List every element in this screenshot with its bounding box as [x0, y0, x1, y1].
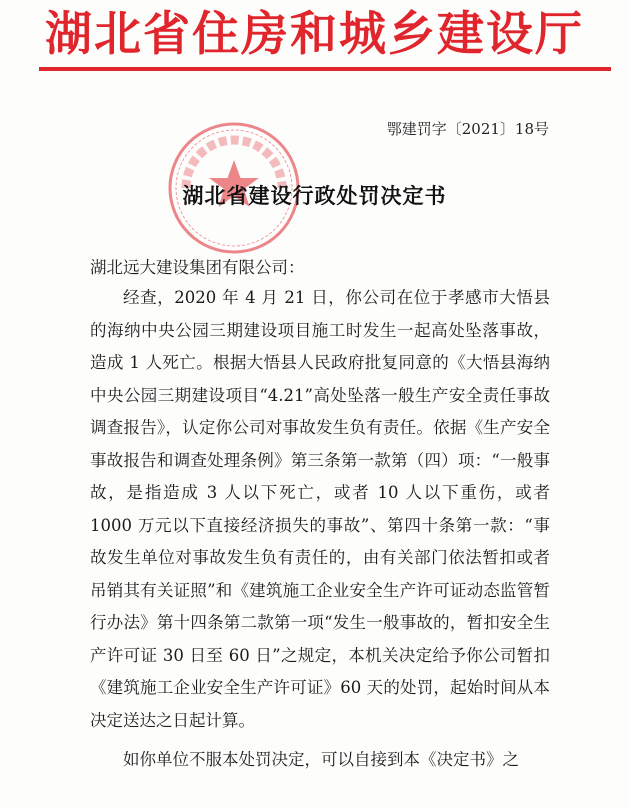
- letterhead-title: 湖北省住房和城乡建设厅: [45, 7, 584, 62]
- body-paragraph-2: 如你单位不服本处罚决定，可以自接到本《决定书》之: [123, 750, 519, 769]
- document-title: 湖北省建设行政处罚决定书: [182, 183, 447, 208]
- document-number: 鄂建罚字〔2021〕18号: [386, 120, 549, 138]
- addressee: 湖北远大建设集团有限公司：: [90, 258, 305, 277]
- body-paragraph-1: 经查，2020 年 4 月 21 日，你公司在位于孝感市大悟县的海纳中央公园三期建设项目施工时发生一起高处坠落事故，造成 1 人死亡。根据大悟县人民政府批复同意的《大悟县海纳中央公园三期建设项目“4.21”高处坠落一般生产安全责任事故调查报告》，认定你公司对事故发生负有责任。依据《生产安全事故报告和调查处理条例》第三条第一款第（四）项：“一般事故，是指造成 3 人以下死亡，或者 10 人以下重伤，或者 1000 万元以下直接经济损失的事故”、第四十条第一款：“事故发生单位对事故发生负有责任的，由有关部门依法暂扣或者吊销其有关证照”和《建筑施工企业安全生产许可证动态监管暂行办法》第十四条第二款第一项“发生一般事故的，暂扣安全生产许可证 30 日至 60 日”之规定，本机关决定给予你公司暂扣《建筑施工企业安全生产许可证》60 天的处罚，起始时间从本决定送达之日起计算。: [90, 288, 550, 730]
- letterhead-red-rule: [39, 67, 611, 71]
